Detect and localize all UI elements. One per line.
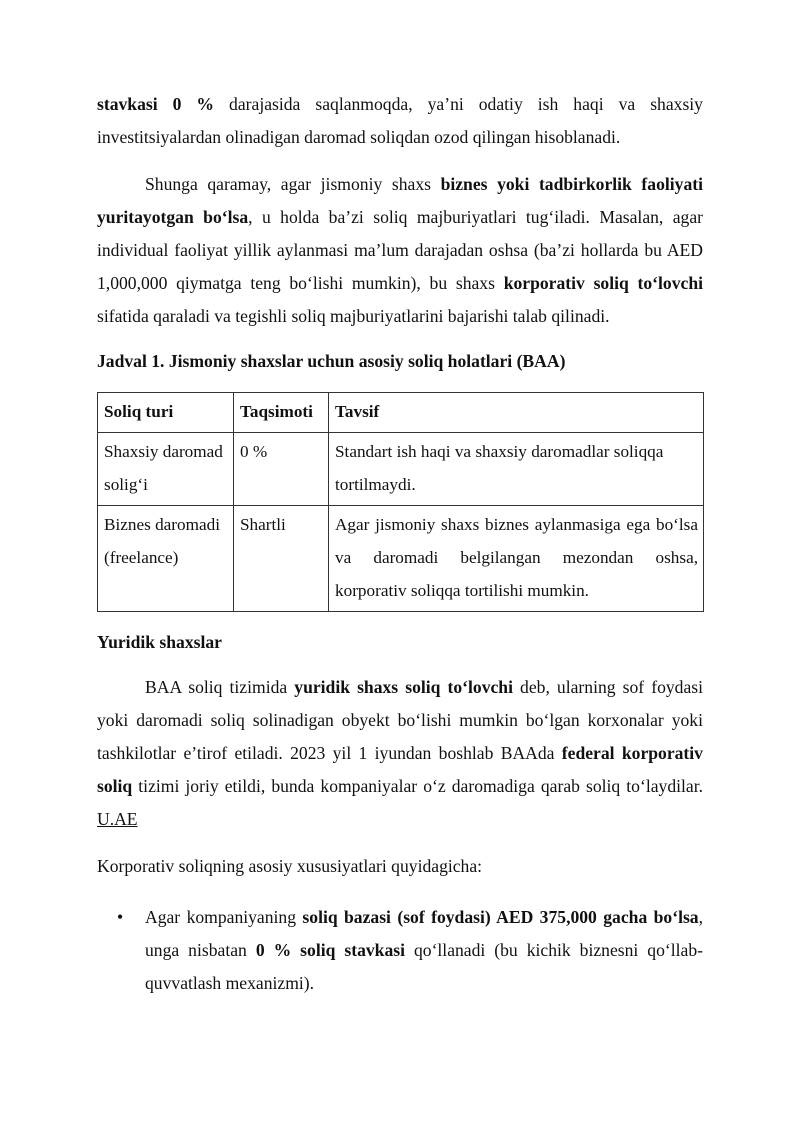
section-heading: Yuridik shaxslar (97, 632, 222, 652)
table-cell: Shartli (234, 506, 329, 612)
table-row (98, 506, 704, 612)
paragraph-business-activity: Shunga qaramay, agar jismoniy shaxs biznes yoki tadbirkorlik faoliyati yuritayotgan bo‘lsa, u holda ba’zi soliq majburiyatlari tug‘iladi. Masalan, agar individual faoliyat yillik aylanmasi ma’lum darajadan oshsa (ba’zi hollarda bu AED 1,000,000 qiymatga teng bo‘lishi mumkin), bu shaxs korporativ soliq to‘lovchi sifatida qaraladi va tegishli soliq majburiyatlarini bajarishi talab qilinadi. (97, 174, 704, 326)
table-row (98, 433, 704, 506)
paragraph-legal-entities: BAA soliq tizimida yuridik shaxs soliq to‘lovchi deb, ularning sof foydasi yoki daromadi soliq solinadigan obyekt bo‘lishi mumkin bo‘lgan korxonalar yoki tashkilotlar e’tirof etiladi. 2023 yil 1 iyundan boshlab BAAda federal korporativ soliq tizimi joriy etildi, bunda kompaniyalar o‘z daromadiga qarab soliq to‘laydilar. U.AE (97, 677, 704, 829)
table-cell: 0 % (234, 433, 329, 506)
table-cell: Biznes daromadi (freelance) (98, 506, 234, 612)
list-item (97, 901, 703, 1000)
table-cell: Agar jismoniy shaxs biznes aylanmasiga ega bo‘lsa va daromadi belgilangan mezondan oshsa, korporativ soliqqa tortilishi mumkin. (329, 506, 704, 612)
table-header-cell: Taqsimoti (234, 393, 329, 433)
bullet-text: Agar kompaniyaning soliq bazasi (sof foydasi) AED 375,000 gacha bo‘lsa, unga nisbatan 0 % soliq stavkasi qo‘llanadi (bu kichik biznesni qo‘llab-quvvatlash mexanizmi). (145, 907, 704, 993)
source-link[interactable]: U.AE (97, 809, 138, 829)
table-cell: Standart ish haqi va shaxsiy daromadlar soliqqa tortilmaydi. (329, 433, 704, 506)
tax-status-table (97, 392, 704, 612)
table-caption: Jadval 1. Jismoniy shaxslar uchun asosiy soliq holatlari (BAA) (97, 351, 566, 371)
bullet-icon: • (117, 907, 124, 927)
table-header-cell: Tavsif (329, 393, 704, 433)
paragraph-tax-rate: stavkasi 0 % darajasida saqlanmoqda, ya’ni odatiy ish haqi va shaxsiy investitsiyalardan olinadigan daromad soliqdan ozod qilingan hisoblanadi. (97, 94, 703, 147)
table-cell: Shaxsiy daromad solig‘i (98, 433, 234, 506)
paragraph-features-intro: Korporativ soliqning asosiy xususiyatlari quyidagicha: (97, 856, 483, 876)
document-page (97, 88, 703, 1000)
table-header-row (98, 393, 704, 433)
table-header-cell: Soliq turi (98, 393, 234, 433)
